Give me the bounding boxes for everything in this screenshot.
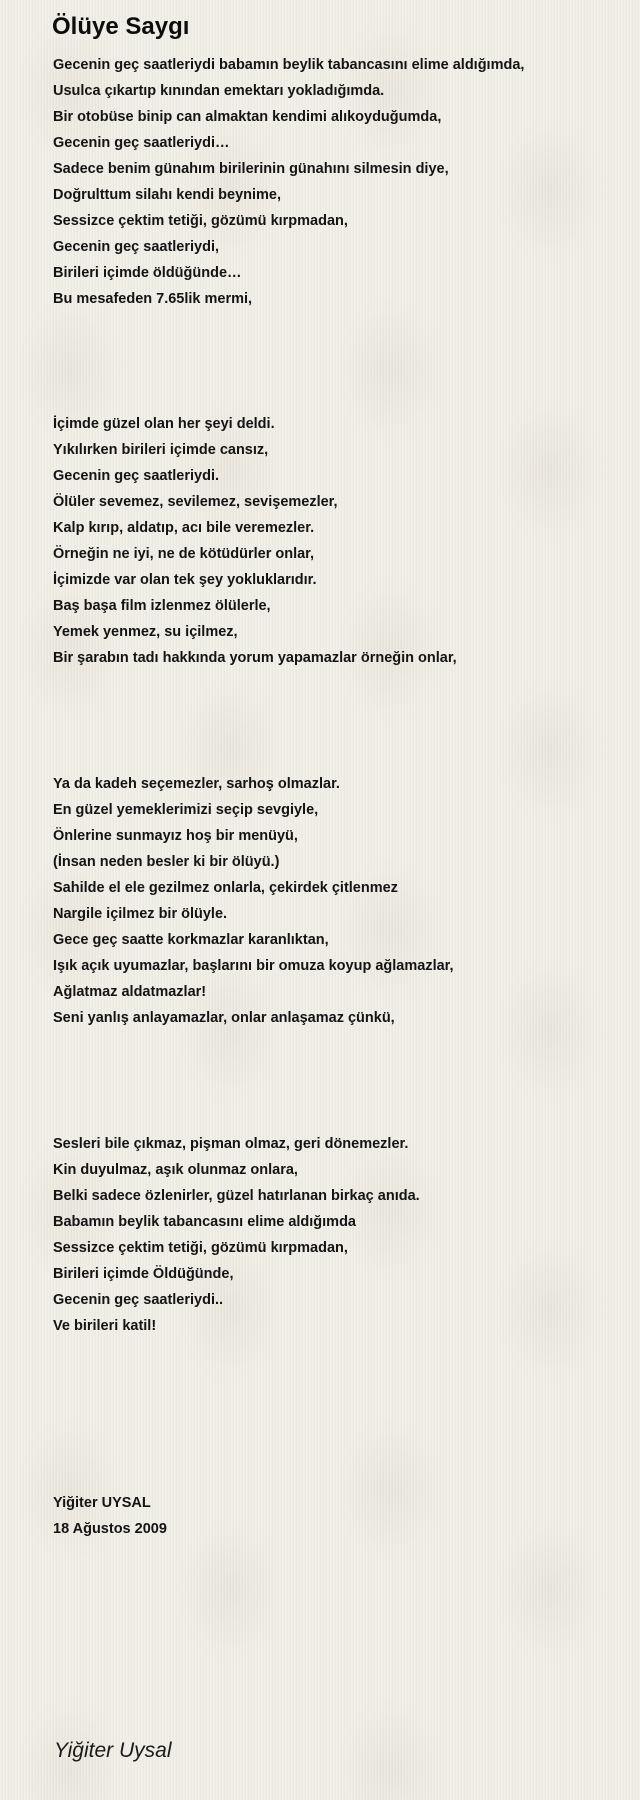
poem-line: Sahilde el ele gezilmez onlarla, çekirdek çitlenmez xyxy=(53,880,398,896)
poem-title: Ölüye Saygı xyxy=(52,13,190,40)
poem-line: Gecenin geç saatleriydi, xyxy=(53,239,220,255)
poem-line: İçimizde var olan tek şey yokluklarıdır. xyxy=(53,572,317,588)
poem-line: Baş başa film izlenmez ölülerle, xyxy=(53,598,271,614)
poem-line: İçimde güzel olan her şeyi deldi. xyxy=(53,416,275,432)
poem-line: Işık açık uyumazlar, başlarını bir omuza koyup ağlamazlar, xyxy=(53,958,454,974)
poem-line: Gecenin geç saatleriydi babamın beylik tabancasını elime aldığımda, xyxy=(53,57,525,73)
poem-line: Bu mesafeden 7.65lik mermi, xyxy=(53,291,253,307)
poem-line: Sesleri bile çıkmaz, pişman olmaz, geri dönemezler. xyxy=(53,1136,409,1152)
poem-line: Yıkılırken birileri içimde cansız, xyxy=(53,442,269,458)
poem-line: Birileri içimde Öldüğünde, xyxy=(53,1266,234,1282)
poem-line: Önlerine sunmayız hoş bir menüyü, xyxy=(53,828,298,844)
poem-line: Seni yanlış anlayamazlar, onlar anlaşamaz çünkü, xyxy=(53,1010,395,1026)
author-credit xyxy=(53,1490,167,1542)
stanza-4 xyxy=(53,1131,420,1339)
poem-line: Ölüler sevemez, sevilemez, sevişemezler, xyxy=(53,494,338,510)
stanza-1 xyxy=(53,52,524,312)
poem-line: Bir şarabın tadı hakkında yorum yapamazlar örneğin onlar, xyxy=(53,650,457,666)
poem-line: Nargile içilmez bir ölüyle. xyxy=(53,906,228,922)
poem-line: Ve birileri katil! xyxy=(53,1318,157,1334)
poem-line: Gecenin geç saatleriydi. xyxy=(53,468,220,484)
poem-line: (İnsan neden besler ki bir ölüyü.) xyxy=(53,854,280,870)
author-signature: Yiğiter Uysal xyxy=(54,1739,172,1762)
poem-line: Usulca çıkartıp kınından emektarı yokladığımda. xyxy=(53,83,385,99)
poem-date: 18 Ağustos 2009 xyxy=(53,1521,167,1537)
poem-line: Sessizce çektim tetiği, gözümü kırpmadan, xyxy=(53,1240,348,1256)
poem-line: Doğrulttum silahı kendi beynime, xyxy=(53,187,282,203)
poem-line: Babamın beylik tabancasını elime aldığımda xyxy=(53,1214,356,1230)
poem-line: Ya da kadeh seçemezler, sarhoş olmazlar. xyxy=(53,776,340,792)
poem-line: Sessizce çektim tetiği, gözümü kırpmadan, xyxy=(53,213,348,229)
stanza-2 xyxy=(53,411,457,671)
poem-line: Gecenin geç saatleriydi… xyxy=(53,135,230,151)
author-name: Yiğiter UYSAL xyxy=(53,1495,151,1511)
poem-line: Örneğin ne iyi, ne de kötüdürler onlar, xyxy=(53,546,315,562)
poem-line: Ağlatmaz aldatmazlar! xyxy=(53,984,207,1000)
poem-line: Sadece benim günahım birilerinin günahını silmesin diye, xyxy=(53,161,449,177)
stanza-3 xyxy=(53,771,454,1031)
poem-line: Kin duyulmaz, aşık olunmaz onlara, xyxy=(53,1162,298,1178)
poem-line: Kalp kırıp, aldatıp, acı bile veremezler. xyxy=(53,520,315,536)
poem-line: Belki sadece özlenirler, güzel hatırlanan birkaç anıda. xyxy=(53,1188,420,1204)
poem-line: Gecenin geç saatleriydi.. xyxy=(53,1292,224,1308)
poem-line: Bir otobüse binip can almaktan kendimi alıkoyduğumda, xyxy=(53,109,442,125)
poem-line: En güzel yemeklerimizi seçip sevgiyle, xyxy=(53,802,319,818)
poem-line: Yemek yenmez, su içilmez, xyxy=(53,624,238,640)
poem-line: Gece geç saatte korkmazlar karanlıktan, xyxy=(53,932,329,948)
poem-line: Birileri içimde öldüğünde… xyxy=(53,265,242,281)
